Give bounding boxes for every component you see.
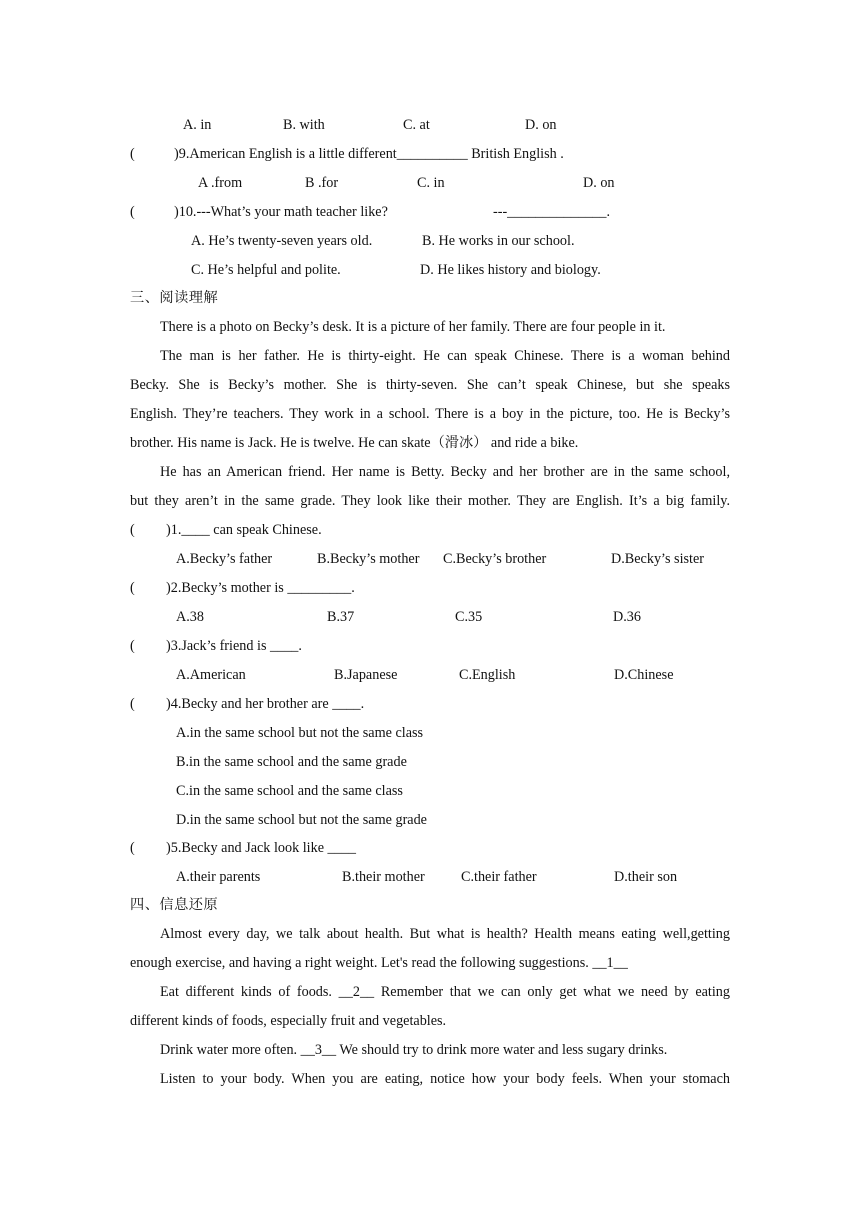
reading-q1-paren: (	[130, 522, 135, 538]
q9-option-c: C. in	[417, 175, 445, 191]
reading-q3-stem: )3.Jack’s friend is ____.	[166, 638, 302, 654]
info-passage-line: different kinds of foods, especially fruit and vegetables.	[130, 1013, 447, 1029]
info-passage-line: Almost every day, we talk about health. But what is health? Health means eating well,getting	[160, 926, 730, 942]
q9-option-d: D. on	[583, 175, 615, 191]
info-passage-line: Eat different kinds of foods. __2__ Remember that we can only get what we need by eating	[160, 984, 730, 1000]
reading-q4-paren: (	[130, 696, 135, 712]
reading-passage-line: He has an American friend. Her name is Betty. Becky and her brother are in the same school,	[160, 464, 730, 480]
section-heading-reading: 三、阅读理解	[130, 290, 219, 306]
reading-passage-line: brother. His name is Jack. He is twelve. He can skate（滑冰） and ride a bike.	[130, 435, 579, 451]
q10-stem: )10.---What’s your math teacher like?	[174, 204, 388, 220]
reading-q4-option-c: C.in the same school and the same class	[176, 783, 403, 799]
reading-q4-stem: )4.Becky and her brother are ____.	[166, 696, 365, 712]
reading-q2-stem: )2.Becky’s mother is _________.	[166, 580, 355, 596]
q9-stem: )9.American English is a little different__________ British English .	[174, 146, 564, 162]
reading-q4-option-b: B.in the same school and the same grade	[176, 754, 407, 770]
reading-q3-option-a: A.American	[176, 667, 246, 683]
q10-answer-paren: (	[130, 204, 135, 220]
reading-passage-line: The man is her father. He is thirty-eight. He can speak Chinese. There is a woman behind	[160, 348, 730, 364]
q8-option-d: D. on	[525, 117, 557, 133]
q9-option-a: A .from	[198, 175, 243, 191]
reading-q4-option-d: D.in the same school but not the same grade	[176, 812, 427, 828]
reading-passage-line: Becky. She is Becky’s mother. She is thirty-seven. She can’t speak Chinese, but she speaks	[130, 377, 730, 393]
reading-passage-line: There is a photo on Becky’s desk. It is a picture of her family. There are four people in it.	[160, 319, 666, 335]
reading-passage-line: English. They’re teachers. They work in a school. There is a boy in the picture, too. He is Becky’s	[130, 406, 730, 422]
q10-option-d: D. He likes history and biology.	[420, 262, 601, 278]
reading-q2-option-b: B.37	[327, 609, 355, 625]
reading-q5-option-d: D.their son	[614, 869, 678, 885]
q9-option-b: B .for	[305, 175, 339, 191]
reading-q1-option-b: B.Becky’s mother	[317, 551, 420, 567]
reading-q1-stem: )1.____ can speak Chinese.	[166, 522, 322, 538]
reading-q1-option-d: D.Becky’s sister	[611, 551, 704, 567]
q8-option-b: B. with	[283, 117, 325, 133]
reading-q2-option-c: C.35	[455, 609, 483, 625]
reading-q2-option-a: A.38	[176, 609, 204, 625]
reading-q5-option-a: A.their parents	[176, 869, 261, 885]
section-heading-info-restore: 四、信息还原	[130, 897, 219, 913]
reading-q2-paren: (	[130, 580, 135, 596]
q10-option-b: B. He works in our school.	[422, 233, 575, 249]
q10-answer-blank: ---______________.	[493, 204, 611, 220]
info-passage-line: Drink water more often. __3__ We should try to drink more water and less sugary drinks.	[160, 1042, 668, 1058]
q9-answer-paren: (	[130, 146, 135, 162]
reading-q3-option-d: D.Chinese	[614, 667, 674, 683]
reading-q5-option-b: B.their mother	[342, 869, 425, 885]
reading-passage-line: but they aren’t in the same grade. They look like their mother. They are English. It’s a big family.	[130, 493, 730, 509]
info-passage-line: Listen to your body. When you are eating, notice how your body feels. When your stomach	[160, 1071, 730, 1087]
reading-q4-option-a: A.in the same school but not the same class	[176, 725, 424, 741]
reading-q5-option-c: C.their father	[461, 869, 537, 885]
reading-q2-option-d: D.36	[613, 609, 641, 625]
q8-option-a: A. in	[183, 117, 212, 133]
reading-q3-option-b: B.Japanese	[334, 667, 398, 683]
reading-q1-option-c: C.Becky’s brother	[443, 551, 547, 567]
reading-q1-option-a: A.Becky’s father	[176, 551, 273, 567]
reading-q3-paren: (	[130, 638, 135, 654]
q10-option-c: C. He’s helpful and polite.	[191, 262, 341, 278]
reading-q5-paren: (	[130, 840, 135, 856]
info-passage-line: enough exercise, and having a right weight. Let's read the following suggestions. __1__	[130, 955, 628, 971]
reading-q5-stem: )5.Becky and Jack look like ____	[166, 840, 356, 856]
q10-option-a: A. He’s twenty-seven years old.	[191, 233, 373, 249]
reading-q3-option-c: C.English	[459, 667, 516, 683]
q8-option-c: C. at	[403, 117, 430, 133]
